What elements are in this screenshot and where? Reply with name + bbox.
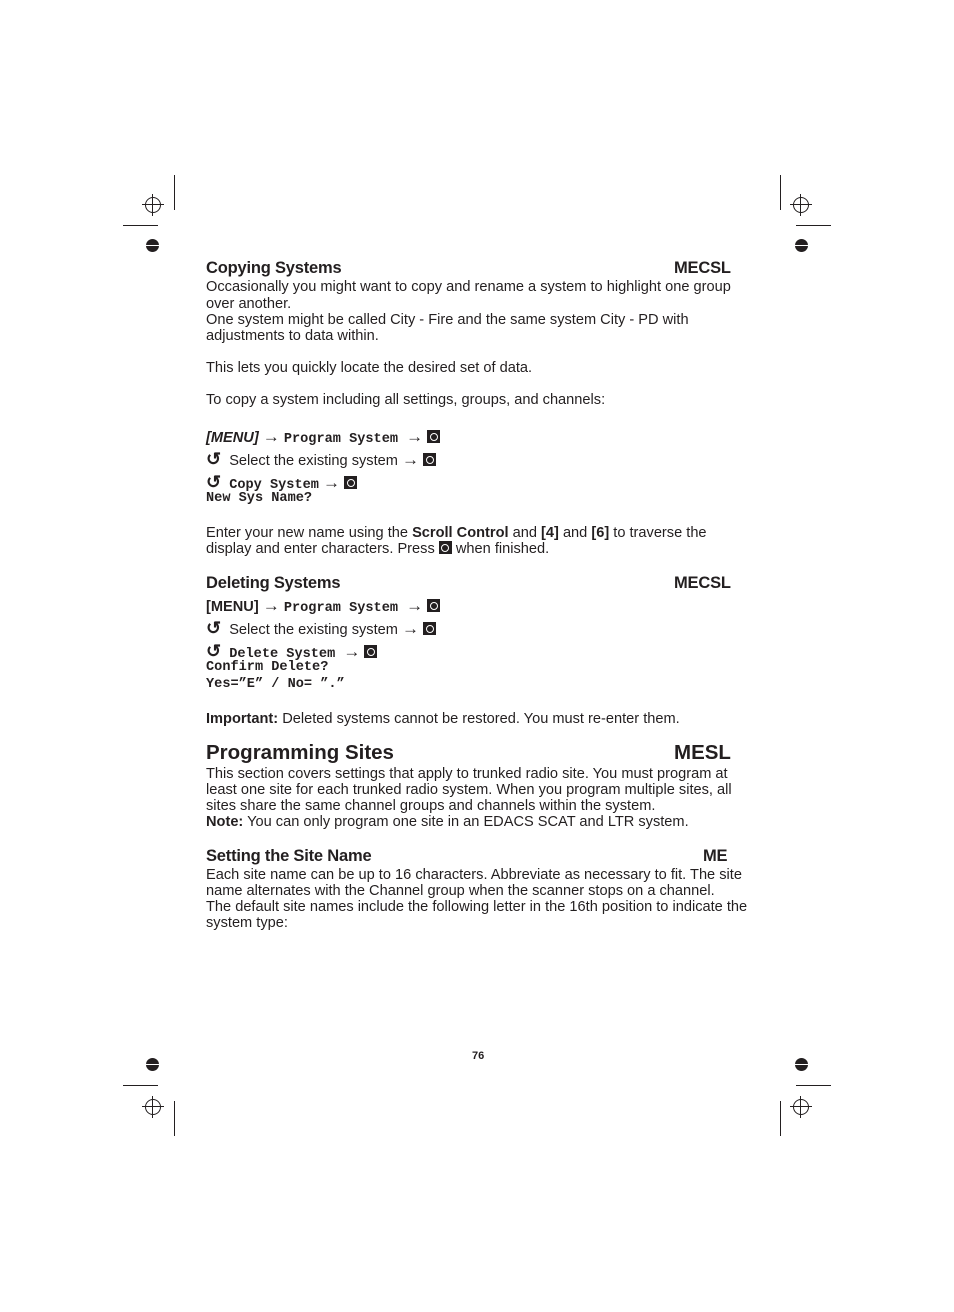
registration-dot-icon — [795, 1058, 808, 1071]
e-key-icon — [364, 645, 377, 658]
arrow-icon: → — [323, 473, 340, 492]
step-select — [206, 620, 436, 638]
lcd-text: Copy System — [229, 478, 319, 493]
crop-mark — [123, 1085, 158, 1086]
crop-mark — [780, 1101, 781, 1136]
step-menu — [206, 598, 440, 617]
registration-dot-icon — [146, 239, 159, 252]
e-key-icon — [423, 453, 436, 466]
text: Enter your new name using the — [206, 525, 408, 541]
arrow-icon: → — [401, 619, 419, 638]
arrow-icon: → — [406, 427, 424, 446]
bold-text: [6] — [591, 525, 610, 541]
section-title: Copying Systems — [206, 259, 342, 277]
paragraph: One system might be called City - Fire and the same system City - PD with — [206, 312, 689, 328]
paragraph: adjustments to data within. — [206, 328, 379, 344]
mode-code: MESL — [674, 741, 731, 764]
paragraph: To copy a system including all settings, groups, and channels: — [206, 392, 606, 408]
page-number: 76 — [472, 1050, 485, 1062]
paragraph: name alternates with the Channel group when the scanner stops on a channel. — [206, 883, 715, 899]
lcd-text: Confirm Delete? — [206, 660, 329, 675]
paragraph: system type: — [206, 915, 288, 931]
arrow-icon: → — [406, 596, 424, 615]
paragraph: sites share the same channel groups and channels within the system. — [206, 798, 656, 814]
crop-mark — [780, 175, 781, 210]
crosshair-icon — [142, 1096, 164, 1118]
lcd-text: New Sys Name? — [206, 491, 313, 506]
crosshair-icon — [790, 194, 812, 216]
step-menu — [206, 429, 440, 448]
text: and — [562, 525, 588, 541]
menu-key: [MENU] — [206, 599, 259, 615]
e-key-icon — [439, 541, 452, 554]
text: Deleted systems cannot be restored. You must re-enter them. — [282, 711, 680, 727]
bold-text: Important: — [206, 711, 279, 727]
scroll-control-icon: ↺ — [206, 618, 222, 638]
text: display and enter characters. Press — [206, 541, 435, 557]
section-title: Setting the Site Name — [206, 847, 372, 865]
text: to traverse the — [613, 525, 707, 541]
mode-code: MECSL — [674, 574, 731, 592]
scroll-control-icon: ↺ — [206, 641, 222, 661]
chapter-title: Programming Sites — [206, 741, 394, 764]
lcd-text: Program System — [283, 601, 399, 616]
lcd-text: Program System — [283, 432, 399, 447]
paragraph: This section covers settings that apply to trunked radio site. You must program at — [206, 766, 728, 782]
e-key-icon — [423, 622, 436, 635]
text: You can only program one site in an EDACS SCAT and LTR system. — [247, 814, 689, 830]
paragraph: over another. — [206, 296, 292, 312]
e-key-icon — [427, 430, 440, 443]
step-select — [206, 451, 436, 469]
mode-code: MECSL — [674, 259, 731, 277]
e-key-icon — [344, 476, 357, 489]
e-key-icon — [427, 599, 440, 612]
paragraph: least one site for each trunked radio system. When you program multiple sites, all — [206, 782, 732, 798]
crop-mark — [174, 1101, 175, 1136]
paragraph: This lets you quickly locate the desired set of data. — [206, 360, 533, 376]
crop-mark — [796, 1085, 831, 1086]
step-text: Select the existing system — [229, 622, 398, 638]
crop-mark — [174, 175, 175, 210]
lcd-text: Delete System — [229, 647, 336, 662]
bold-text: [4] — [541, 525, 559, 541]
registration-dot-icon — [795, 239, 808, 252]
step-text: Select the existing system — [229, 453, 398, 469]
text: and — [512, 525, 537, 541]
scroll-control-icon: ↺ — [206, 449, 222, 469]
text: when finished. — [455, 541, 550, 557]
note — [206, 814, 689, 830]
bold-text: Scroll Control — [412, 525, 509, 541]
lcd-text: Yes=”E” / No= ”.” — [206, 677, 345, 692]
crosshair-icon — [790, 1096, 812, 1118]
bold-text: Note: — [206, 814, 244, 830]
crop-mark — [123, 225, 158, 226]
paragraph: The default site names include the following letter in the 16th position to indicate the — [206, 899, 748, 915]
registration-dot-icon — [146, 1058, 159, 1071]
paragraph — [206, 541, 549, 557]
paragraph: Occasionally you might want to copy and rename a system to highlight one group — [206, 279, 731, 295]
arrow-icon: → — [262, 427, 280, 446]
section-title: Deleting Systems — [206, 574, 341, 592]
arrow-icon: → — [401, 450, 419, 469]
scroll-control-icon: ↺ — [206, 472, 222, 492]
paragraph: Each site name can be up to 16 characters. Abbreviate as necessary to fit. The site — [206, 867, 742, 883]
crop-mark — [796, 225, 831, 226]
arrow-icon: → — [262, 596, 280, 615]
crosshair-icon — [142, 194, 164, 216]
important-note — [206, 711, 680, 727]
menu-key: [MENU] — [206, 430, 259, 446]
arrow-icon: → — [343, 642, 361, 661]
mode-code: ME — [703, 847, 728, 865]
paragraph — [206, 525, 707, 541]
